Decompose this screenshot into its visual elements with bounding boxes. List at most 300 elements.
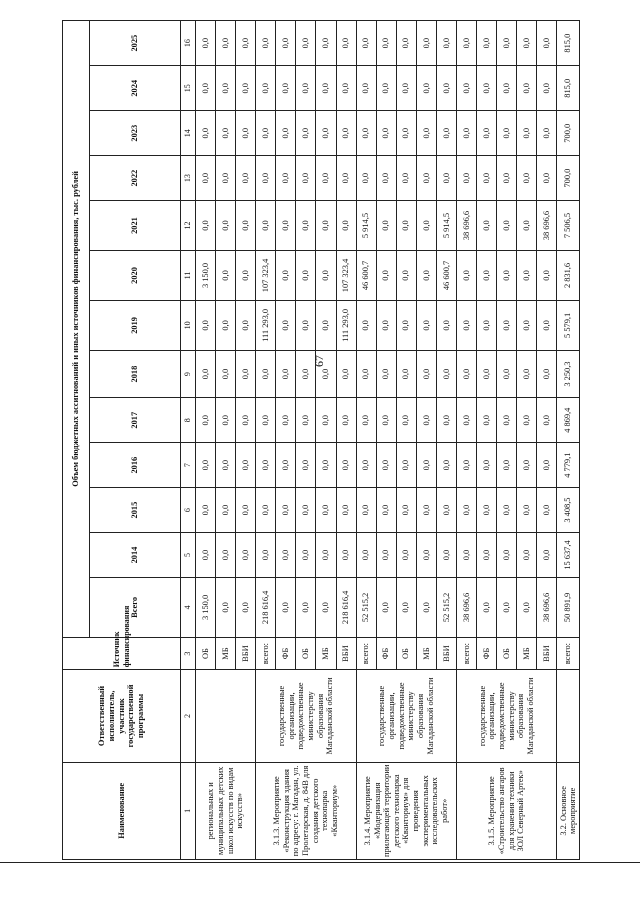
funding-value: 0,0: [356, 398, 376, 443]
responsible-executor: [557, 670, 580, 762]
funding-value: 0,0: [457, 443, 477, 488]
funding-source: ОБ: [497, 637, 517, 669]
funding-value: 2 831,6: [557, 251, 580, 301]
funding-value: 0,0: [336, 533, 356, 578]
funding-value: 0,0: [276, 488, 296, 533]
funding-value: 0,0: [497, 443, 517, 488]
funding-value: 0,0: [416, 156, 436, 201]
funding-value: 0,0: [316, 66, 336, 111]
funding-value: 0,0: [236, 443, 256, 488]
funding-value: 0,0: [296, 111, 316, 156]
funding-value: 0,0: [276, 577, 296, 637]
funding-value: 0,0: [276, 156, 296, 201]
funding-value: 0,0: [216, 443, 236, 488]
funding-value: 0,0: [497, 21, 517, 66]
funding-value: 0,0: [436, 21, 456, 66]
funding-value: 0,0: [396, 577, 416, 637]
funding-value: 0,0: [196, 488, 216, 533]
funding-source: ФБ: [477, 637, 497, 669]
header-source: Источник финансирования: [63, 637, 181, 669]
column-index: 5: [181, 533, 196, 578]
funding-value: 0,0: [517, 156, 537, 201]
funding-value: 0,0: [457, 66, 477, 111]
funding-value: 0,0: [376, 577, 396, 637]
funding-value: 4 869,4: [557, 398, 580, 443]
funding-value: 0,0: [416, 443, 436, 488]
header-year: 2015: [90, 488, 181, 533]
funding-value: 0,0: [497, 398, 517, 443]
funding-value: 0,0: [517, 251, 537, 301]
funding-value: 0,0: [196, 111, 216, 156]
funding-value: 46 600,7: [356, 251, 376, 301]
column-index: 8: [181, 398, 196, 443]
funding-value: 0,0: [196, 201, 216, 251]
funding-source: ОБ: [296, 637, 316, 669]
funding-value: 5 579,1: [557, 300, 580, 350]
column-index: 12: [181, 201, 196, 251]
funding-value: 0,0: [517, 300, 537, 350]
funding-value: 0,0: [537, 21, 557, 66]
funding-value: 0,0: [276, 111, 296, 156]
funding-value: 107 323,4: [256, 251, 276, 301]
funding-value: 0,0: [537, 488, 557, 533]
funding-value: 0,0: [477, 443, 497, 488]
funding-value: 0,0: [436, 66, 456, 111]
funding-value: 700,0: [557, 156, 580, 201]
funding-value: 0,0: [256, 443, 276, 488]
funding-value: 0,0: [396, 300, 416, 350]
funding-value: 0,0: [376, 533, 396, 578]
column-index: 10: [181, 300, 196, 350]
funding-source: ВБИ: [537, 637, 557, 669]
funding-value: 0,0: [416, 251, 436, 301]
funding-source: ОБ: [396, 637, 416, 669]
funding-value: 50 891,9: [557, 577, 580, 637]
header-name: Наименование: [63, 762, 181, 859]
funding-value: 0,0: [436, 350, 456, 397]
funding-source: всего:: [356, 637, 376, 669]
funding-value: 0,0: [356, 111, 376, 156]
funding-value: 3 250,3: [557, 350, 580, 397]
funding-value: 0,0: [256, 201, 276, 251]
funding-value: 0,0: [396, 156, 416, 201]
funding-value: 0,0: [336, 398, 356, 443]
funding-value: 38 696,6: [457, 201, 477, 251]
funding-value: 0,0: [376, 488, 396, 533]
budget-table: [62, 20, 580, 860]
funding-value: 52 515,2: [436, 577, 456, 637]
funding-value: 0,0: [396, 251, 416, 301]
funding-value: 0,0: [356, 443, 376, 488]
activity-name: 3.2. Основное мероприятие: [557, 762, 580, 859]
funding-value: 0,0: [236, 66, 256, 111]
funding-value: 0,0: [296, 398, 316, 443]
funding-value: 0,0: [416, 350, 436, 397]
funding-value: 0,0: [436, 398, 456, 443]
funding-source: ВБИ: [336, 637, 356, 669]
funding-value: 0,0: [216, 156, 236, 201]
funding-value: 0,0: [396, 398, 416, 443]
funding-value: 0,0: [196, 398, 216, 443]
funding-value: 5 914,5: [436, 201, 456, 251]
funding-value: 3 150,0: [196, 577, 216, 637]
funding-value: 111 293,0: [256, 300, 276, 350]
funding-value: 46 600,7: [436, 251, 456, 301]
funding-value: 0,0: [296, 201, 316, 251]
funding-value: 0,0: [216, 398, 236, 443]
activity-name: 3.1.4. Мероприятие «Модернизация прилегающей территории детского технопарка «Кванториум» для проведения экспериментальных исследовательских работ»: [356, 762, 456, 859]
funding-value: 0,0: [517, 398, 537, 443]
funding-value: 0,0: [477, 533, 497, 578]
header-year: 2018: [90, 350, 181, 397]
funding-value: 0,0: [356, 533, 376, 578]
funding-value: 0,0: [537, 350, 557, 397]
funding-value: 0,0: [216, 300, 236, 350]
column-index: 15: [181, 66, 196, 111]
funding-value: 0,0: [236, 201, 256, 251]
header-year: 2016: [90, 443, 181, 488]
table-row: [196, 21, 216, 860]
funding-value: 0,0: [376, 251, 396, 301]
responsible-executor: государственные организации, подведомственные министерству образования Магаданской области: [457, 670, 557, 762]
funding-value: 0,0: [316, 577, 336, 637]
page-number: 67: [312, 355, 326, 367]
funding-value: 0,0: [477, 21, 497, 66]
funding-value: 0,0: [537, 443, 557, 488]
funding-value: 0,0: [216, 350, 236, 397]
funding-value: 0,0: [316, 300, 336, 350]
funding-value: 0,0: [416, 21, 436, 66]
funding-value: 0,0: [537, 398, 557, 443]
column-index: 16: [181, 21, 196, 66]
funding-value: 0,0: [316, 111, 336, 156]
rotated-table-wrapper: [62, 20, 580, 860]
column-index: 13: [181, 156, 196, 201]
funding-value: 0,0: [477, 201, 497, 251]
table-row: [356, 21, 376, 860]
funding-value: 0,0: [216, 251, 236, 301]
funding-value: 0,0: [336, 443, 356, 488]
funding-value: 0,0: [356, 66, 376, 111]
funding-source: МБ: [216, 637, 236, 669]
funding-value: 0,0: [376, 111, 396, 156]
funding-value: 0,0: [436, 443, 456, 488]
funding-value: 0,0: [296, 66, 316, 111]
funding-value: 0,0: [356, 300, 376, 350]
funding-value: 0,0: [276, 251, 296, 301]
funding-value: 3 408,5: [557, 488, 580, 533]
funding-value: 0,0: [236, 111, 256, 156]
funding-value: 0,0: [336, 21, 356, 66]
funding-value: 0,0: [316, 201, 336, 251]
column-index: 4: [181, 577, 196, 637]
funding-value: 0,0: [316, 398, 336, 443]
funding-value: 38 696,6: [457, 577, 477, 637]
funding-value: 0,0: [517, 443, 537, 488]
funding-value: 218 616,4: [256, 577, 276, 637]
funding-value: 0,0: [517, 350, 537, 397]
funding-value: 0,0: [196, 156, 216, 201]
funding-value: 38 696,6: [537, 577, 557, 637]
funding-value: 0,0: [356, 21, 376, 66]
table-row: [256, 21, 276, 860]
activity-name: 3.1.3. Мероприятие «Реконструкция здания по адресу: г. Магадан, ул. Пролетарская, д. 84В для создания детского технопарка «Кванториум»: [256, 762, 356, 859]
header-total: Всего: [90, 577, 181, 637]
funding-value: 0,0: [457, 350, 477, 397]
funding-value: 0,0: [236, 488, 256, 533]
funding-value: 0,0: [196, 300, 216, 350]
funding-value: 0,0: [316, 443, 336, 488]
funding-value: 0,0: [196, 350, 216, 397]
funding-value: 0,0: [276, 201, 296, 251]
funding-value: 0,0: [416, 488, 436, 533]
funding-value: 0,0: [216, 488, 236, 533]
funding-value: 0,0: [236, 156, 256, 201]
funding-value: 0,0: [497, 156, 517, 201]
funding-value: 0,0: [256, 111, 276, 156]
header-year: 2022: [90, 156, 181, 201]
funding-value: 0,0: [416, 66, 436, 111]
header-year: 2017: [90, 398, 181, 443]
funding-value: 0,0: [416, 398, 436, 443]
activity-name: региональных и муниципальных детских школ искусств по видам искусств»: [196, 762, 256, 859]
funding-value: 0,0: [336, 350, 356, 397]
funding-value: 0,0: [376, 201, 396, 251]
funding-value: 0,0: [296, 533, 316, 578]
funding-value: 0,0: [497, 488, 517, 533]
header-year: 2021: [90, 201, 181, 251]
funding-value: 38 696,6: [537, 201, 557, 251]
funding-value: 0,0: [416, 300, 436, 350]
funding-value: 0,0: [216, 201, 236, 251]
funding-value: 0,0: [477, 398, 497, 443]
funding-value: 0,0: [416, 577, 436, 637]
funding-value: 0,0: [236, 350, 256, 397]
funding-source: МБ: [517, 637, 537, 669]
header-funding-title: Объем бюджетных ассигнований и иных источников финансирования, тыс. рублей: [63, 21, 90, 638]
funding-value: 0,0: [537, 251, 557, 301]
funding-value: 0,0: [336, 111, 356, 156]
funding-value: 0,0: [336, 66, 356, 111]
funding-value: 0,0: [216, 21, 236, 66]
funding-value: 0,0: [296, 443, 316, 488]
funding-value: 815,0: [557, 21, 580, 66]
funding-value: 0,0: [517, 533, 537, 578]
funding-value: 815,0: [557, 66, 580, 111]
funding-value: 0,0: [256, 533, 276, 578]
header-year: 2025: [90, 21, 181, 66]
funding-value: 3 150,0: [196, 251, 216, 301]
funding-value: 0,0: [537, 111, 557, 156]
funding-value: 0,0: [396, 350, 416, 397]
funding-value: 700,0: [557, 111, 580, 156]
funding-value: 0,0: [316, 251, 336, 301]
funding-value: 0,0: [517, 21, 537, 66]
funding-value: 0,0: [477, 156, 497, 201]
funding-value: 15 637,4: [557, 533, 580, 578]
funding-value: 0,0: [396, 111, 416, 156]
funding-value: 0,0: [276, 300, 296, 350]
column-index: 3: [181, 637, 196, 669]
column-index: 7: [181, 443, 196, 488]
funding-source: ФБ: [276, 637, 296, 669]
funding-value: 0,0: [376, 398, 396, 443]
funding-value: 0,0: [276, 66, 296, 111]
funding-value: 0,0: [356, 488, 376, 533]
funding-value: 111 293,0: [336, 300, 356, 350]
funding-value: 0,0: [216, 111, 236, 156]
responsible-executor: [196, 670, 256, 762]
funding-value: 0,0: [196, 21, 216, 66]
funding-value: 0,0: [497, 533, 517, 578]
funding-value: 0,0: [497, 251, 517, 301]
funding-value: 0,0: [296, 488, 316, 533]
funding-value: 0,0: [517, 111, 537, 156]
funding-value: 0,0: [436, 533, 456, 578]
funding-value: 0,0: [276, 443, 296, 488]
funding-value: 218 616,4: [336, 577, 356, 637]
funding-value: 0,0: [296, 251, 316, 301]
funding-value: 0,0: [296, 350, 316, 397]
funding-value: 0,0: [256, 398, 276, 443]
funding-value: 0,0: [296, 156, 316, 201]
funding-value: 0,0: [497, 66, 517, 111]
funding-value: 0,0: [416, 533, 436, 578]
funding-value: 0,0: [316, 21, 336, 66]
funding-source: МБ: [416, 637, 436, 669]
funding-value: 0,0: [436, 488, 456, 533]
funding-value: 0,0: [477, 300, 497, 350]
funding-value: 0,0: [416, 201, 436, 251]
funding-value: 0,0: [477, 350, 497, 397]
header-year: 2024: [90, 66, 181, 111]
funding-value: 7 506,5: [557, 201, 580, 251]
funding-value: 0,0: [457, 251, 477, 301]
funding-value: 0,0: [196, 443, 216, 488]
funding-value: 0,0: [537, 66, 557, 111]
funding-value: 0,0: [376, 300, 396, 350]
funding-value: 0,0: [336, 488, 356, 533]
funding-value: 0,0: [236, 21, 256, 66]
funding-value: 0,0: [457, 488, 477, 533]
funding-value: 0,0: [276, 21, 296, 66]
funding-source: ВБИ: [236, 637, 256, 669]
funding-value: 0,0: [396, 533, 416, 578]
funding-value: 52 515,2: [356, 577, 376, 637]
funding-value: 0,0: [236, 398, 256, 443]
funding-value: 0,0: [316, 156, 336, 201]
header-year: 2014: [90, 533, 181, 578]
funding-value: 0,0: [356, 350, 376, 397]
funding-value: 0,0: [256, 66, 276, 111]
funding-value: 0,0: [457, 111, 477, 156]
funding-value: 0,0: [216, 577, 236, 637]
funding-value: 0,0: [196, 66, 216, 111]
funding-value: 0,0: [276, 533, 296, 578]
divider-line: [0, 862, 640, 863]
funding-value: 0,0: [316, 533, 336, 578]
funding-value: 0,0: [537, 156, 557, 201]
funding-value: 0,0: [436, 156, 456, 201]
funding-value: 0,0: [296, 300, 316, 350]
funding-value: 0,0: [376, 350, 396, 397]
funding-value: 0,0: [416, 111, 436, 156]
funding-value: 0,0: [497, 577, 517, 637]
funding-value: 0,0: [236, 251, 256, 301]
funding-value: 0,0: [497, 201, 517, 251]
funding-value: 0,0: [236, 533, 256, 578]
funding-value: 0,0: [236, 300, 256, 350]
column-index: 11: [181, 251, 196, 301]
funding-value: 0,0: [477, 251, 497, 301]
funding-value: 0,0: [396, 66, 416, 111]
column-index: 2: [181, 670, 196, 762]
header-year: 2019: [90, 300, 181, 350]
funding-source: ФБ: [376, 637, 396, 669]
funding-value: 0,0: [316, 350, 336, 397]
funding-value: 5 914,5: [356, 201, 376, 251]
header-year: 2020: [90, 251, 181, 301]
activity-name: 3.1.5. Мероприятие «Строительство ангаров для хранения техники ЗОЛ Северный Артек»: [457, 762, 557, 859]
funding-value: 0,0: [336, 201, 356, 251]
funding-value: 0,0: [396, 201, 416, 251]
header-year: 2023: [90, 111, 181, 156]
funding-source: МБ: [316, 637, 336, 669]
funding-value: 0,0: [477, 577, 497, 637]
funding-value: 0,0: [256, 488, 276, 533]
column-index: 14: [181, 111, 196, 156]
funding-value: 0,0: [497, 111, 517, 156]
funding-value: 0,0: [256, 21, 276, 66]
funding-value: 0,0: [276, 398, 296, 443]
funding-value: 0,0: [336, 156, 356, 201]
funding-value: 0,0: [376, 66, 396, 111]
funding-value: 0,0: [477, 111, 497, 156]
funding-value: 107 323,4: [336, 251, 356, 301]
funding-source: ВБИ: [436, 637, 456, 669]
funding-value: 0,0: [396, 443, 416, 488]
funding-value: 0,0: [296, 21, 316, 66]
funding-value: 0,0: [457, 21, 477, 66]
funding-value: 0,0: [477, 66, 497, 111]
funding-value: 0,0: [457, 156, 477, 201]
funding-value: 4 779,1: [557, 443, 580, 488]
funding-value: 0,0: [497, 300, 517, 350]
header-responsible: Ответственный исполнитель, участник государственной программы: [63, 670, 181, 762]
funding-source: всего:: [557, 637, 580, 669]
funding-value: 0,0: [517, 201, 537, 251]
funding-value: 0,0: [517, 66, 537, 111]
table-row: [457, 21, 477, 860]
column-index: 6: [181, 488, 196, 533]
funding-value: 0,0: [216, 533, 236, 578]
column-index: 1: [181, 762, 196, 859]
funding-value: 0,0: [517, 488, 537, 533]
funding-value: 0,0: [236, 577, 256, 637]
responsible-executor: государственные организации, подведомственные министерству образования Магаданской области: [356, 670, 456, 762]
funding-value: 0,0: [497, 350, 517, 397]
funding-value: 0,0: [457, 398, 477, 443]
funding-value: 0,0: [396, 21, 416, 66]
funding-value: 0,0: [537, 300, 557, 350]
funding-value: 0,0: [376, 443, 396, 488]
funding-value: 0,0: [436, 300, 456, 350]
funding-source: ОБ: [196, 637, 216, 669]
funding-value: 0,0: [457, 533, 477, 578]
funding-value: 0,0: [256, 156, 276, 201]
funding-value: 0,0: [517, 577, 537, 637]
funding-value: 0,0: [376, 21, 396, 66]
